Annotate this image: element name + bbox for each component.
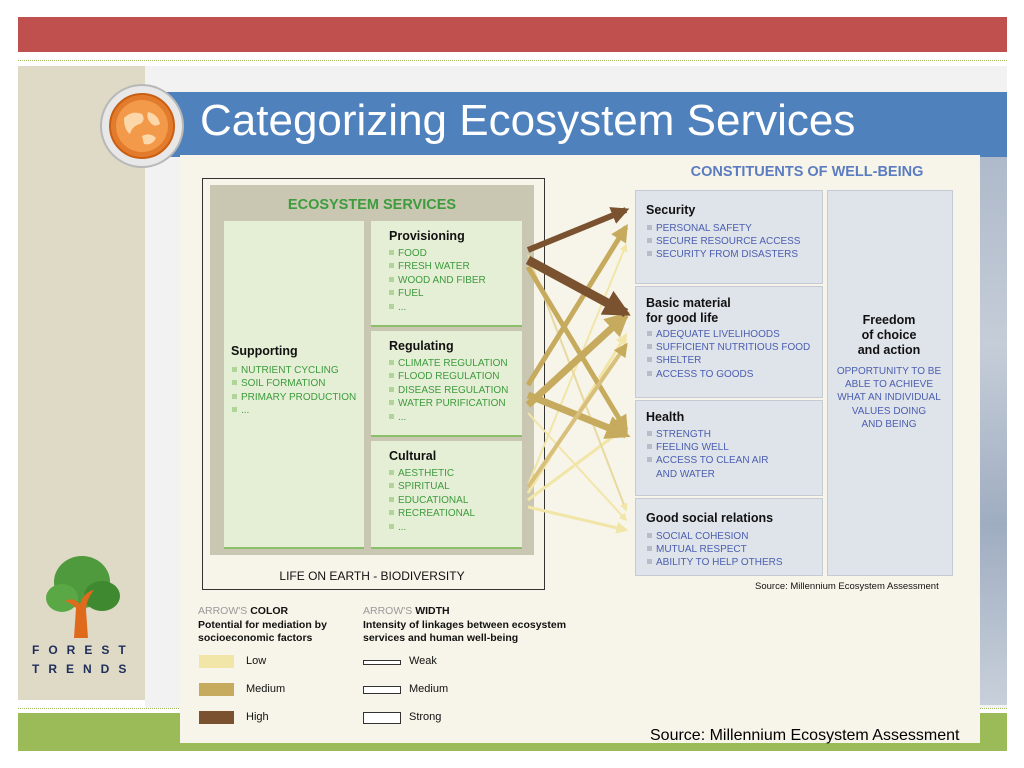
slide-title: Categorizing Ecosystem Services — [200, 96, 856, 145]
list-item: DISEASE REGULATION — [389, 384, 508, 397]
basic-material-list — [647, 328, 810, 381]
list-item: ... — [389, 301, 486, 314]
list-item: ACCESS TO GOODS — [647, 368, 810, 381]
legend-label: Medium — [409, 683, 449, 695]
basic-material-title: for good life — [646, 311, 719, 325]
list-item: RECREATIONAL — [389, 507, 475, 520]
legend-width-weak — [363, 660, 401, 665]
supporting-title: Supporting — [231, 344, 298, 358]
list-item: EDUCATIONAL — [389, 494, 475, 507]
legend-swatch-high — [199, 711, 234, 724]
list-item: ... — [232, 404, 356, 417]
list-item: ... — [389, 411, 508, 424]
legend-swatch-medium — [199, 683, 234, 696]
well-being-heading: CONSTITUENTS OF WELL-BEING — [690, 164, 924, 180]
list-item: SHELTER — [647, 354, 810, 367]
legend-width-heading: ARROW'S WIDTH — [363, 605, 450, 617]
list-item: FOOD — [389, 247, 486, 260]
list-item: NUTRIENT CYCLING — [232, 364, 356, 377]
basic-material-title: Basic material — [646, 296, 731, 310]
list-item: FEELING WELL — [647, 441, 768, 454]
list-item: WOOD AND FIBER — [389, 274, 486, 287]
legend-width-strong — [363, 712, 401, 724]
provisioning-title: Provisioning — [389, 229, 465, 243]
legend-label: Medium — [246, 683, 286, 695]
list-item: ... — [389, 521, 475, 534]
decorative-side-strip — [978, 105, 1007, 705]
source-caption: Source: Millennium Ecosystem Assessment — [755, 581, 939, 592]
basic-material-box — [635, 286, 823, 398]
social-relations-title: Good social relations — [646, 511, 774, 525]
biodiversity-footer: LIFE ON EARTH - BIODIVERSITY — [279, 569, 465, 583]
security-title: Security — [646, 203, 696, 217]
list-item: SECURITY FROM DISASTERS — [647, 248, 800, 261]
legend-swatch-low — [199, 655, 234, 668]
legend-color-heading: ARROW'S COLOR — [198, 605, 289, 617]
legend-width-desc: Intensity of linkages between ecosystem services and human well-being — [363, 619, 567, 644]
regulating-title: Regulating — [389, 339, 454, 353]
list-item-continuation: AND WATER — [656, 468, 715, 480]
social-relations-box — [635, 498, 823, 576]
list-item: PRIMARY PRODUCTION — [232, 391, 356, 404]
health-list — [647, 428, 768, 481]
list-item: ADEQUATE LIVELIHOODS — [647, 328, 810, 341]
legend-label: Strong — [409, 711, 442, 723]
list-item: FRESH WATER — [389, 260, 486, 273]
list-item: SPIRITUAL — [389, 480, 475, 493]
health-box — [635, 400, 823, 496]
list-item: PERSONAL SAFETY — [647, 222, 800, 235]
list-item: FUEL — [389, 287, 486, 300]
list-item: ABILITY TO HELP OTHERS — [647, 556, 783, 569]
legend-label: Weak — [409, 655, 437, 667]
security-list — [647, 222, 800, 262]
legend-color-desc: Potential for mediation by socioeconomic factors — [198, 619, 327, 644]
logo-text: FOREST — [32, 643, 135, 657]
list-item: SOIL FORMATION — [232, 377, 356, 390]
list-item: SUFFICIENT NUTRITIOUS FOOD — [647, 341, 810, 354]
source-footer: Source: Millennium Ecosystem Assessment — [650, 727, 960, 744]
logo-text: TRENDS — [32, 662, 136, 676]
ecosystem-diagram — [180, 155, 980, 743]
ecosystem-services-heading: ECOSYSTEM SERVICES — [287, 197, 457, 213]
freedom-description: OPPORTUNITY TO BE ABLE TO ACHIEVE WHAT AN INDIVIDUAL VALUES DOING AND BEING — [836, 366, 942, 430]
list-item: ACCESS TO CLEAN AIR — [647, 454, 768, 467]
legend-label: High — [246, 711, 269, 723]
cultural-title: Cultural — [389, 449, 437, 463]
list-item: AESTHETIC — [389, 467, 475, 480]
freedom-title: Freedom of choice and action — [857, 313, 921, 357]
list-item: SOCIAL COHESION — [647, 530, 783, 543]
divider — [18, 60, 1007, 61]
legend-width-medium — [363, 686, 401, 694]
social-relations-list — [647, 530, 783, 570]
top-accent-bar — [18, 17, 1007, 52]
list-item: MUTUAL RESPECT — [647, 543, 783, 556]
tree-icon — [38, 550, 128, 645]
globe-icon — [102, 86, 182, 166]
list-item: STRENGTH — [647, 428, 768, 441]
list-item: WATER PURIFICATION — [389, 397, 508, 410]
list-item: SECURE RESOURCE ACCESS — [647, 235, 800, 248]
health-title: Health — [646, 410, 685, 424]
legend-label: Low — [246, 655, 267, 667]
list-item: CLIMATE REGULATION — [389, 357, 508, 370]
security-box — [635, 190, 823, 284]
list-item: FLOOD REGULATION — [389, 370, 508, 383]
